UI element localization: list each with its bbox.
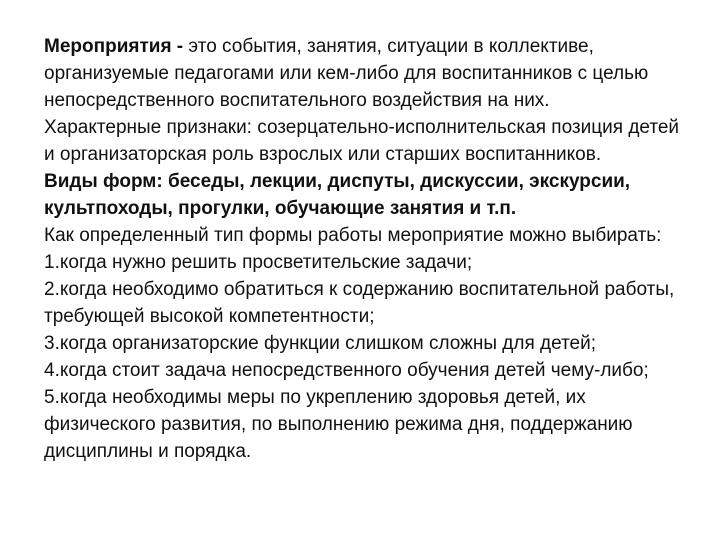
definition-text: это события, занятия, ситуации в коллективе, организуемые педагогами или кем-либо для воспитанников с целью непосредственного воспитательного воздействия на них. xyxy=(44,36,649,111)
list-item: 5.когда необходимы меры по укреплению здоровья детей, их физического развития, по выполнению режима дня, поддержанию дисциплины и порядка. xyxy=(44,387,633,462)
definition-paragraph xyxy=(44,33,690,114)
features-paragraph: Характерные признаки: созерцательно-исполнительская позиция детей и организаторская роль взрослых или старших воспитанников. xyxy=(44,117,680,165)
forms-paragraph: Виды форм: беседы, лекции, диспуты, дискуссии, экскурсии, культпоходы, прогулки, обучающие занятия и т.п. xyxy=(44,171,631,219)
list-item: 2.когда необходимо обратиться к содержанию воспитательной работы, требующей высокой компетентности; xyxy=(44,279,675,327)
list-item: 1.когда нужно решить просветительские задачи; xyxy=(44,252,473,273)
list-item: 4.когда стоит задача непосредственного обучения детей чему-либо; xyxy=(44,360,649,381)
definition-term: Мероприятия - xyxy=(44,36,189,57)
intro-paragraph: Как определенный тип формы работы мероприятие можно выбирать: xyxy=(44,225,662,246)
criteria-list xyxy=(44,249,690,465)
list-item: 3.когда организаторские функции слишком сложны для детей; xyxy=(44,333,597,354)
